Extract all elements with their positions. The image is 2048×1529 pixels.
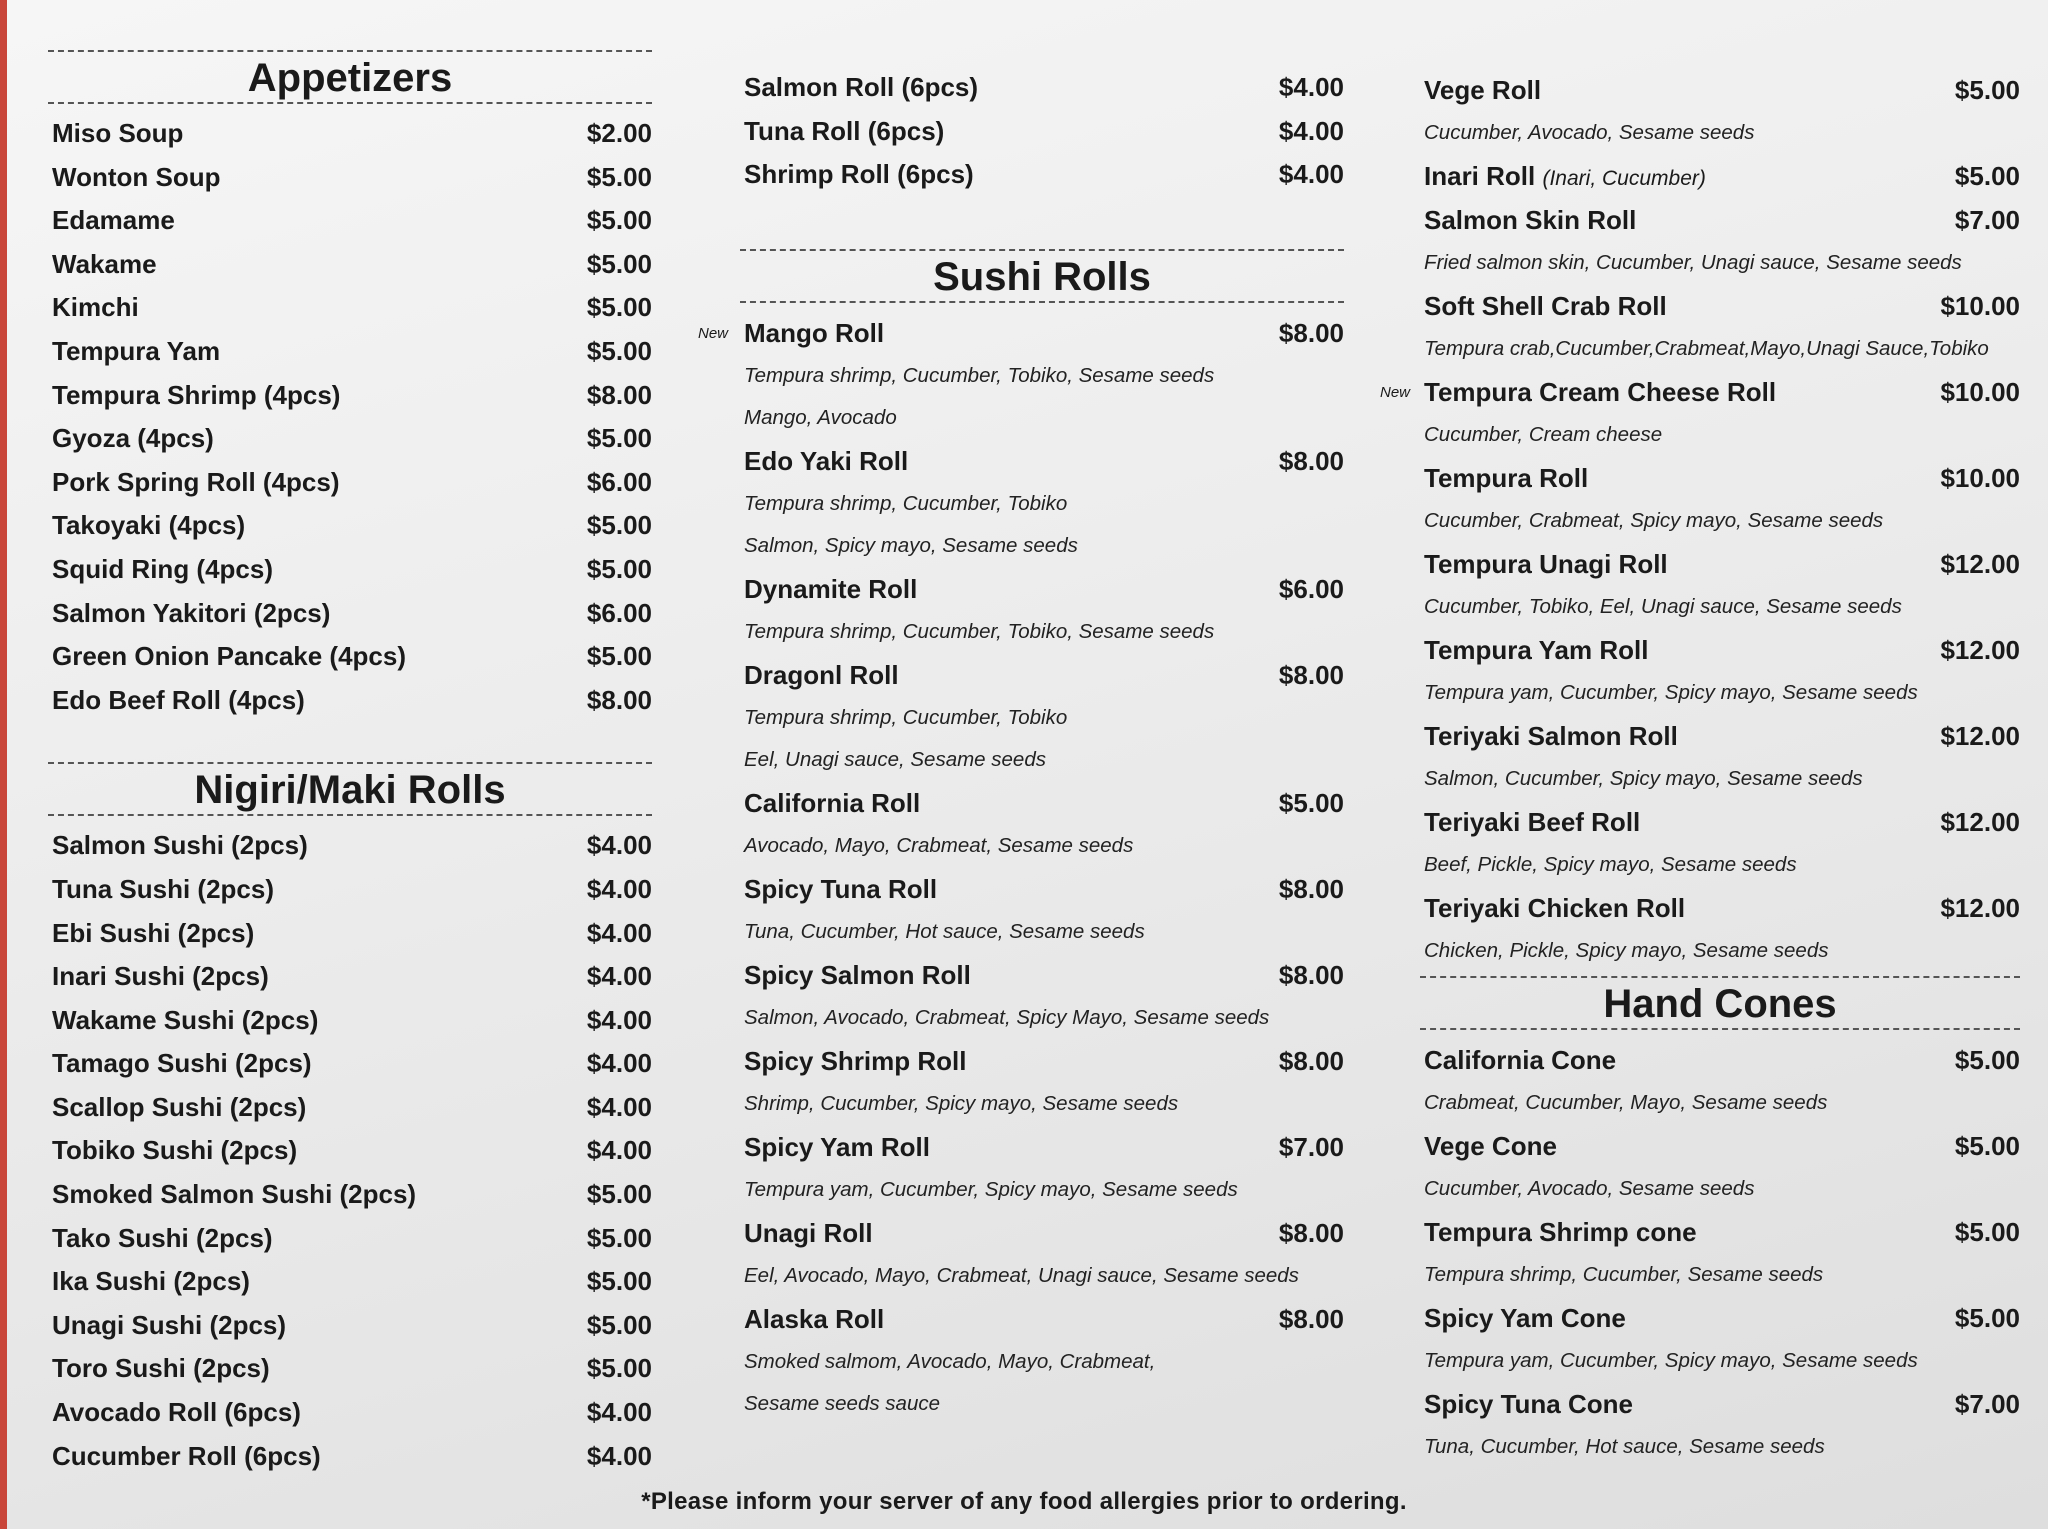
- menu-item: [48, 199, 652, 243]
- item-name: Tamago Sushi (2pcs): [52, 1048, 312, 1079]
- menu-item: [740, 1125, 1344, 1211]
- menu-item: [48, 1347, 652, 1391]
- item-price: $4.00: [586, 873, 652, 904]
- item-name: Pork Spring Roll (4pcs): [52, 466, 340, 497]
- item-price: $4.00: [586, 961, 652, 992]
- menu-item: [48, 112, 652, 156]
- menu-item: [740, 1039, 1344, 1125]
- menu-item: [48, 504, 652, 548]
- appetizers-header: [48, 50, 652, 104]
- item-description: Cucumber, Avocado, Sesame seeds: [1424, 1177, 1755, 1200]
- item-name: Salmon Roll (6pcs): [744, 72, 979, 102]
- menu-item: [48, 1173, 652, 1217]
- item-price: $4.00: [586, 1397, 652, 1428]
- item-price: $5.00: [1278, 787, 1344, 818]
- menu-item: [1420, 542, 2020, 628]
- item-name: Dynamite Roll: [744, 573, 918, 604]
- item-description: Cucumber, Avocado, Sesame seeds: [1424, 121, 1755, 144]
- item-description: Tuna, Cucumber, Hot sauce, Sesame seeds: [744, 919, 1145, 943]
- item-price: $4.00: [586, 1135, 652, 1166]
- item-price: $8.00: [1278, 445, 1344, 476]
- item-name: Salmon Yakitori (2pcs): [52, 597, 331, 628]
- item-price: $4.00: [1278, 115, 1344, 146]
- nigiri-title: Nigiri/Maki Rolls: [194, 768, 506, 813]
- menu-item: [1420, 198, 2020, 284]
- item-description: Tempura shrimp, Cucumber, Tobiko, Sesame seeds: [744, 619, 1215, 643]
- item-name: Vege Cone: [1424, 1131, 1557, 1161]
- menu-item: [740, 439, 1344, 567]
- item-name: Shrimp Roll (6pcs): [744, 159, 974, 190]
- item-price: $5.00: [1954, 75, 2020, 105]
- item-name: Salmon Skin Roll: [1424, 205, 1637, 235]
- item-name: Cucumber Roll (6pcs): [52, 1440, 321, 1471]
- appetizers-list: [48, 112, 652, 722]
- item-name: Salmon Sushi (2pcs): [52, 830, 308, 861]
- menu-item: [698, 311, 1344, 439]
- menu-item: [48, 824, 652, 868]
- appetizers-title: Appetizers: [247, 56, 453, 100]
- item-price: $6.00: [586, 597, 652, 628]
- item-name: Edo Yaki Roll: [744, 445, 909, 476]
- item-name: Wonton Soup: [52, 161, 221, 192]
- menu-item: [48, 1217, 652, 1261]
- item-name: Teriyaki Beef Roll: [1424, 807, 1641, 837]
- item-price: $8.00: [1278, 317, 1344, 348]
- column-middle: [698, 66, 1344, 1425]
- menu-item: [48, 635, 652, 679]
- item-name: Spicy Tuna Cone: [1424, 1389, 1633, 1419]
- hand-cones-list: [1420, 1038, 2020, 1468]
- item-description: Eel, Avocado, Mayo, Crabmeat, Unagi sauce, Sesame seeds: [744, 1263, 1299, 1287]
- item-price: $12.00: [1940, 549, 2020, 579]
- item-price: $7.00: [1954, 1389, 2020, 1419]
- item-name: Wakame Sushi (2pcs): [52, 1004, 319, 1035]
- item-price: $8.00: [1278, 873, 1344, 904]
- item-name: Toro Sushi (2pcs): [52, 1353, 270, 1384]
- item-price: $10.00: [1940, 463, 2020, 493]
- menu-item: [740, 653, 1344, 781]
- menu-item: [48, 1129, 652, 1173]
- item-name: Ebi Sushi (2pcs): [52, 917, 255, 948]
- item-name: Tuna Roll (6pcs): [744, 115, 945, 146]
- menu-item: [48, 243, 652, 287]
- menu-item: [48, 1042, 652, 1086]
- sushi-rolls-header: [740, 249, 1344, 303]
- item-description: Tempura shrimp, Cucumber, Sesame seeds: [1424, 1263, 1824, 1286]
- item-name: Teriyaki Chicken Roll: [1424, 893, 1686, 923]
- sushi-rolls-title: Sushi Rolls: [933, 254, 1151, 299]
- menu-item: [1420, 456, 2020, 542]
- item-name: Inari Roll: [1424, 161, 1536, 191]
- item-name: Tempura Cream Cheese Roll: [1424, 377, 1777, 407]
- item-price: $4.00: [586, 917, 652, 948]
- item-price: $5.00: [586, 292, 652, 323]
- item-description: Salmon, Spicy mayo, Sesame seeds: [744, 533, 1078, 557]
- item-price: $10.00: [1940, 377, 2020, 407]
- item-name: Smoked Salmon Sushi (2pcs): [52, 1179, 417, 1210]
- sushi-rolls-list: [698, 311, 1344, 1425]
- menu-item: [740, 867, 1344, 953]
- item-price: $5.00: [586, 161, 652, 192]
- item-description: Tempura crab,Cucumber,Crabmeat,Mayo,Unagi Sauce,Tobiko: [1424, 337, 1989, 360]
- item-price: $5.00: [586, 1309, 652, 1340]
- item-price: $8.00: [1278, 959, 1344, 990]
- item-price: $5.00: [1954, 1045, 2020, 1075]
- item-name: Tobiko Sushi (2pcs): [52, 1135, 298, 1166]
- item-name: Tempura Unagi Roll: [1424, 549, 1668, 579]
- item-description: Salmon, Cucumber, Spicy mayo, Sesame seeds: [1424, 767, 1863, 790]
- item-price: $12.00: [1940, 721, 2020, 751]
- menu-item: [740, 66, 1344, 110]
- item-description: Tuna, Cucumber, Hot sauce, Sesame seeds: [1424, 1435, 1825, 1458]
- item-name: California Cone: [1424, 1045, 1617, 1075]
- item-name: Alaska Roll: [744, 1303, 885, 1334]
- hand-cones-title: Hand Cones: [1603, 982, 1837, 1026]
- item-price: $2.00: [586, 118, 652, 148]
- menu-item: [48, 999, 652, 1043]
- item-description: Tempura shrimp, Cucumber, Tobiko: [744, 491, 1068, 515]
- item-name: Dragonl Roll: [744, 659, 899, 690]
- menu-item: [48, 592, 652, 636]
- menu-item: [740, 110, 1344, 154]
- item-price: $10.00: [1940, 291, 2020, 321]
- item-name: Green Onion Pancake (4pcs): [52, 641, 407, 672]
- item-name: Unagi Roll: [744, 1217, 873, 1248]
- item-description: Crabmeat, Cucumber, Mayo, Sesame seeds: [1424, 1091, 1828, 1114]
- item-description: Tempura yam, Cucumber, Spicy mayo, Sesame seeds: [744, 1177, 1238, 1201]
- menu-item: [48, 1435, 652, 1479]
- menu-item: [48, 417, 652, 461]
- item-name: Tempura Yam: [52, 335, 221, 366]
- item-name: Unagi Sushi (2pcs): [52, 1309, 287, 1340]
- item-name: Miso Soup: [52, 118, 184, 148]
- item-name: Tempura Shrimp cone: [1424, 1217, 1697, 1247]
- item-name: Tempura Roll: [1424, 463, 1589, 493]
- item-price: $8.00: [1278, 659, 1344, 690]
- menu-item: [1420, 886, 2020, 972]
- item-price: $5.00: [586, 1353, 652, 1384]
- menu-item: [1420, 68, 2020, 154]
- menu-item: [1380, 370, 2020, 456]
- item-price: $5.00: [586, 335, 652, 366]
- menu-item: [48, 548, 652, 592]
- item-name: Tempura Yam Roll: [1424, 635, 1649, 665]
- item-description: Beef, Pickle, Spicy mayo, Sesame seeds: [1424, 853, 1797, 876]
- menu-item: [1420, 800, 2020, 886]
- item-name: Gyoza (4pcs): [52, 423, 214, 454]
- menu-item: [740, 153, 1344, 197]
- menu-item: [48, 156, 652, 200]
- item-description: Mango, Avocado: [744, 405, 897, 429]
- item-price: $8.00: [586, 684, 652, 715]
- menu-item: [740, 567, 1344, 653]
- item-price: $7.00: [1954, 205, 2020, 235]
- allergy-notice: *Please inform your server of any food allergies prior to ordering.: [641, 1488, 1407, 1515]
- item-description: Cucumber, Tobiko, Eel, Unagi sauce, Sesame seeds: [1424, 595, 1902, 618]
- maki-list-continued: [740, 66, 1344, 197]
- item-price: $5.00: [586, 510, 652, 541]
- menu-item: [740, 953, 1344, 1039]
- item-name: Spicy Yam Roll: [744, 1131, 930, 1162]
- item-price: $12.00: [1940, 635, 2020, 665]
- menu-item: [48, 286, 652, 330]
- item-price: $4.00: [586, 1048, 652, 1079]
- item-price: $4.00: [1278, 72, 1344, 102]
- item-description: Tempura yam, Cucumber, Spicy mayo, Sesame seeds: [1424, 1349, 1918, 1372]
- item-name: Kimchi: [52, 292, 139, 323]
- item-name: Soft Shell Crab Roll: [1424, 291, 1667, 321]
- item-name: Spicy Salmon Roll: [744, 959, 971, 990]
- menu-item: [48, 461, 652, 505]
- item-price: $12.00: [1940, 893, 2020, 923]
- item-price: $8.00: [1278, 1045, 1344, 1076]
- item-price: $5.00: [586, 1222, 652, 1253]
- item-note: (Inari, Cucumber): [1542, 167, 1706, 190]
- item-name: Spicy Yam Cone: [1424, 1303, 1626, 1333]
- item-price: $5.00: [586, 248, 652, 279]
- menu-item: [48, 912, 652, 956]
- nigiri-list: [48, 824, 652, 1478]
- item-name: Spicy Tuna Roll: [744, 873, 938, 904]
- item-name: Tuna Sushi (2pcs): [52, 873, 274, 904]
- menu-item: [1420, 1124, 2020, 1210]
- item-price: $5.00: [1954, 1303, 2020, 1333]
- item-name: Vege Roll: [1424, 75, 1542, 105]
- menu-item: [48, 868, 652, 912]
- item-name: Ika Sushi (2pcs): [52, 1266, 250, 1297]
- item-price: $6.00: [586, 466, 652, 497]
- menu-item: [740, 1297, 1344, 1425]
- item-price: $5.00: [586, 1266, 652, 1297]
- item-price: $5.00: [1954, 1131, 2020, 1161]
- item-price: $5.00: [586, 641, 652, 672]
- item-name: Spicy Shrimp Roll: [744, 1045, 967, 1076]
- item-description: Cucumber, Crabmeat, Spicy mayo, Sesame seeds: [1424, 509, 1884, 532]
- item-name: Avocado Roll (6pcs): [52, 1397, 301, 1428]
- item-description: Tempura yam, Cucumber, Spicy mayo, Sesame seeds: [1424, 681, 1918, 704]
- item-price: $4.00: [586, 1440, 652, 1471]
- menu-item: [1420, 628, 2020, 714]
- item-description: Eel, Unagi sauce, Sesame seeds: [744, 747, 1046, 771]
- menu-item: [1420, 284, 2020, 370]
- menu-item: [1420, 1382, 2020, 1468]
- new-badge: New: [698, 324, 729, 342]
- menu-item: [740, 1211, 1344, 1297]
- menu-item: [740, 781, 1344, 867]
- item-name: Wakame: [52, 248, 157, 279]
- new-badge: New: [1380, 384, 1411, 401]
- hand-cones-header: [1420, 976, 2020, 1030]
- item-price: $8.00: [1278, 1217, 1344, 1248]
- menu-item: [48, 1260, 652, 1304]
- item-price: $4.00: [586, 830, 652, 861]
- menu-item: [48, 1304, 652, 1348]
- item-description: Fried salmon skin, Cucumber, Unagi sauce, Sesame seeds: [1424, 251, 1962, 274]
- item-description: Avocado, Mayo, Crabmeat, Sesame seeds: [744, 833, 1134, 857]
- item-price: $5.00: [586, 205, 652, 236]
- nigiri-header: [48, 762, 652, 816]
- item-description: Salmon, Avocado, Crabmeat, Spicy Mayo, Sesame seeds: [744, 1005, 1270, 1029]
- more-rolls-list: [1380, 68, 2020, 972]
- item-description: Smoked salmom, Avocado, Mayo, Crabmeat,: [744, 1349, 1156, 1373]
- menu-item: [48, 1391, 652, 1435]
- item-price: $4.00: [586, 1004, 652, 1035]
- item-price: $7.00: [1278, 1131, 1344, 1162]
- menu-item: [48, 679, 652, 723]
- item-description: Chicken, Pickle, Spicy mayo, Sesame seeds: [1424, 939, 1829, 962]
- item-name: Squid Ring (4pcs): [52, 553, 273, 584]
- item-name: Inari Sushi (2pcs): [52, 961, 269, 992]
- item-name: California Roll: [744, 787, 921, 818]
- menu-item: [48, 1086, 652, 1130]
- menu-item: [1420, 1296, 2020, 1382]
- item-name: Edo Beef Roll (4pcs): [52, 684, 305, 715]
- item-price: $5.00: [1954, 161, 2020, 191]
- item-description: Cucumber, Cream cheese: [1424, 423, 1663, 446]
- item-name: Tako Sushi (2pcs): [52, 1222, 273, 1253]
- column-left: [48, 40, 652, 1478]
- item-name: Scallop Sushi (2pcs): [52, 1091, 307, 1122]
- item-price: $4.00: [1278, 159, 1344, 190]
- menu-item: [1420, 1038, 2020, 1124]
- menu-item: [48, 330, 652, 374]
- item-price: $6.00: [1278, 573, 1344, 604]
- item-price: $4.00: [586, 1091, 652, 1122]
- item-price: $5.00: [586, 1179, 652, 1210]
- menu-item: [48, 374, 652, 418]
- item-name: Mango Roll: [744, 317, 885, 348]
- menu-item: [1420, 1210, 2020, 1296]
- page-edge: [0, 0, 7, 1529]
- item-description: Shrimp, Cucumber, Spicy mayo, Sesame seeds: [744, 1091, 1179, 1115]
- item-price: $8.00: [586, 379, 652, 410]
- item-name: Teriyaki Salmon Roll: [1424, 721, 1678, 751]
- item-description: Tempura shrimp, Cucumber, Tobiko, Sesame seeds: [744, 363, 1215, 387]
- item-price: $8.00: [1278, 1303, 1344, 1334]
- menu-item: [1420, 154, 2020, 198]
- item-name: Takoyaki (4pcs): [52, 510, 246, 541]
- item-name: Tempura Shrimp (4pcs): [52, 379, 341, 410]
- item-price: $5.00: [586, 553, 652, 584]
- column-right: [1380, 68, 2020, 1468]
- item-price: $5.00: [586, 423, 652, 454]
- item-price: $5.00: [1954, 1217, 2020, 1247]
- item-name: Edamame: [52, 205, 175, 236]
- item-price: $12.00: [1940, 807, 2020, 837]
- menu-item: [48, 955, 652, 999]
- item-description: Tempura shrimp, Cucumber, Tobiko: [744, 705, 1068, 729]
- item-description: Sesame seeds sauce: [744, 1391, 941, 1415]
- menu-item: [1420, 714, 2020, 800]
